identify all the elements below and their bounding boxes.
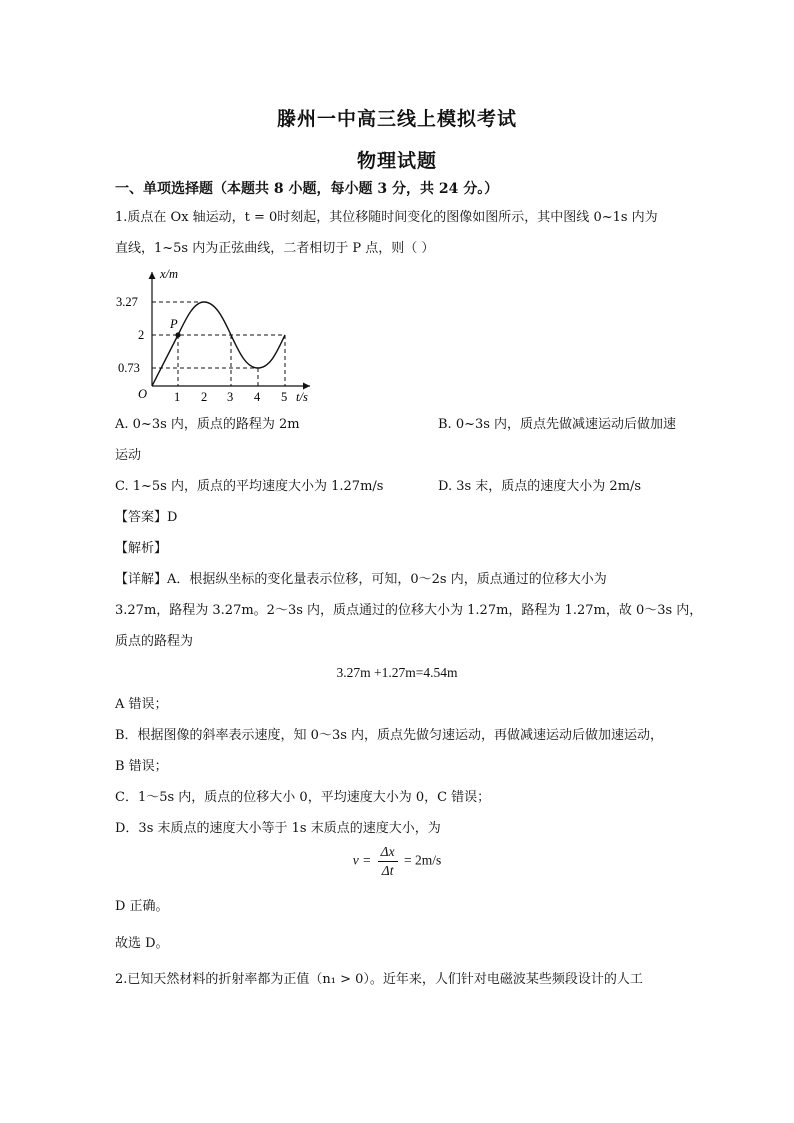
equation-fraction xyxy=(378,843,398,880)
analysis-label: 【解析】 xyxy=(115,541,168,556)
equation-velocity xyxy=(0,843,794,880)
answer-line: 【答案】D xyxy=(115,510,178,525)
option-d: D. 3s 末，质点的速度大小为 2m/s xyxy=(438,479,642,494)
fraction-numerator: Δx xyxy=(378,843,398,862)
dashed-guides xyxy=(152,302,285,386)
equation-rhs: = 2m/s xyxy=(403,852,442,868)
x-tick-label: 4 xyxy=(254,390,261,404)
x-tick-label: 1 xyxy=(174,390,181,404)
detail-line: 故选 D。 xyxy=(115,936,169,951)
detail-line: 质点的路程为 xyxy=(115,634,194,649)
detail-line: D 正确。 xyxy=(115,899,169,914)
x-tick-label: 3 xyxy=(227,390,234,404)
option-a: A. 0~3s 内，质点的路程为 2m xyxy=(115,417,300,432)
section-heading: 一、单项选择题（本题共 8 小题，每小题 3 分，共 24 分。） xyxy=(115,181,499,197)
x-tick-label: 2 xyxy=(201,390,208,404)
x-tick-label: 5 xyxy=(281,390,288,404)
detail-line: 3.27m，路程为 3.27m。2～3s 内，质点通过的位移大小为 1.27m，路程为 1.27m，故 0～3s 内， xyxy=(115,603,703,618)
detail-line: B 错误； xyxy=(115,759,168,774)
detail-line: 【详解】A．根据纵坐标的变化量表示位移，可知，0～2s 内，质点通过的位移大小为 xyxy=(115,572,607,587)
question-1-graph xyxy=(110,264,320,409)
equation-path: 3.27m +1.27m=4.54m xyxy=(336,665,458,680)
page-subtitle: 物理试题 xyxy=(356,150,437,172)
x-axis-label: t/s xyxy=(296,390,308,404)
fraction-denominator: Δt xyxy=(381,863,394,878)
equation-lhs: v = xyxy=(352,852,372,868)
y-tick-label: 3.27 xyxy=(116,295,138,309)
option-b-continued: 运动 xyxy=(115,448,142,463)
point-p xyxy=(175,332,180,337)
option-c: C. 1~5s 内，质点的平均速度大小为 1.27m/s xyxy=(115,479,384,494)
detail-line: C．1～5s 内，质点的位移大小 0，平均速度大小为 0，C 错误； xyxy=(115,790,491,805)
option-b: B. 0~3s 内，质点先做减速运动后做加速 xyxy=(438,417,677,432)
y-axis-label: x/m xyxy=(160,267,179,281)
detail-line: B．根据图像的斜率表示速度，知 0～3s 内，质点先做匀速运动，再做减速运动后做加速运动， xyxy=(115,728,664,743)
origin-label: O xyxy=(138,387,148,401)
detail-line: D．3s 末质点的速度大小等于 1s 末质点的速度大小，为 xyxy=(115,821,441,836)
question-1-stem-line-2: 直线，1~5s 内为正弦曲线，二者相切于 P 点，则（ ） xyxy=(115,241,435,256)
detail-line: A 错误； xyxy=(115,697,168,712)
point-p-label: P xyxy=(170,317,178,331)
y-tick-label: 0.73 xyxy=(118,361,140,375)
question-2-stem-line-1: 2.已知天然材料的折射率都为正值（n₁ > 0）。近年来，人们针对电磁波某些频段设计的人工 xyxy=(115,972,643,987)
page-title: 滕州一中高三线上模拟考试 xyxy=(276,108,517,130)
y-tick-label: 2 xyxy=(138,328,145,342)
question-1-stem-line-1: 1.质点在 Ox 轴运动，t = 0时刻起，其位移随时间变化的图像如图所示，其中图线 0~1s 内为 xyxy=(115,210,658,225)
x-t-curve xyxy=(152,302,285,386)
